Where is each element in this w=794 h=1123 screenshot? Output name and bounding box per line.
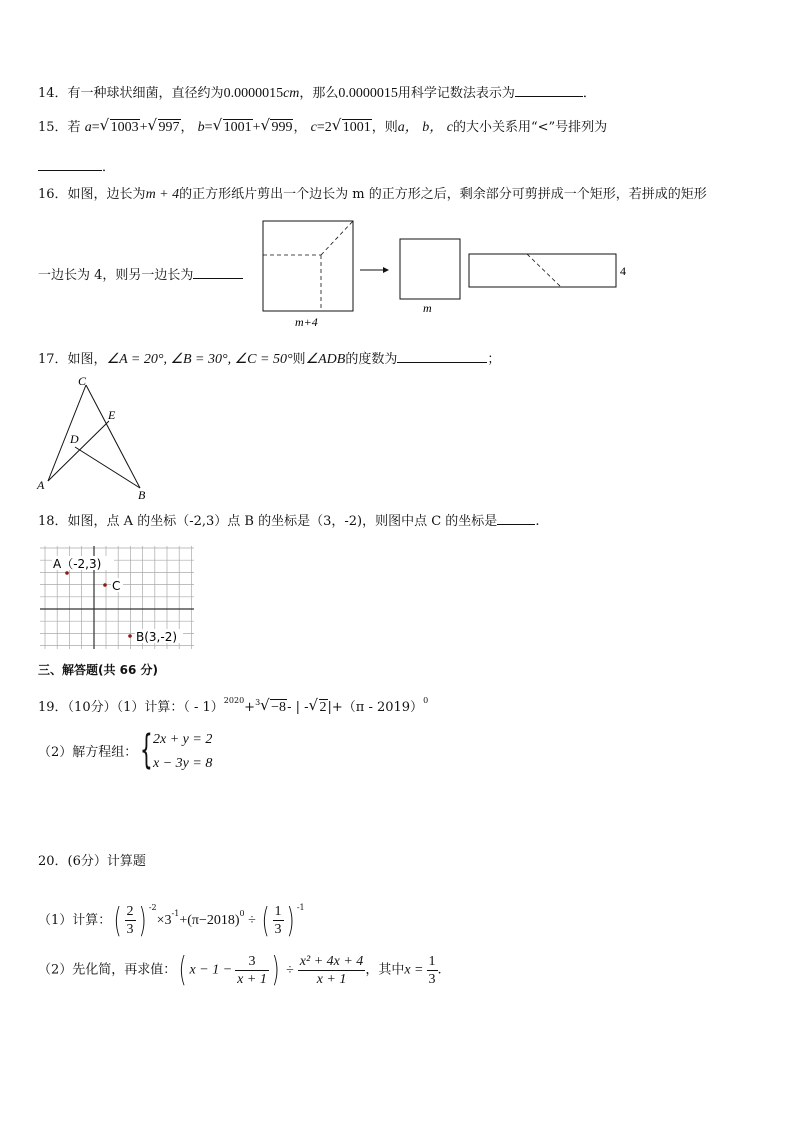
q20-p1-label: （1）计算： [38, 913, 112, 928]
q15-eq-3: = [316, 120, 325, 135]
q18-end: . [535, 514, 540, 529]
q19-p2-label: （2）解方程组： [38, 745, 138, 760]
q17-label-D: D [70, 432, 79, 446]
q16-number: 16． [38, 187, 68, 202]
question-20-title: 20．(6分）计算题 [38, 854, 146, 869]
q17-label-A: A [37, 478, 45, 492]
q20-lparen-2: ( [261, 900, 270, 941]
question-19-part-2 [38, 744, 137, 762]
q16-expr: m + 4 [145, 187, 180, 202]
q19-p1-prefix: 19．（10分）（1）计算：（ - 1） [38, 700, 224, 715]
q16-big-square [263, 221, 353, 311]
q15-var-b: b [197, 120, 205, 135]
q20-mid: +(π−2018) [179, 913, 240, 928]
q15-text-2: ，则 [371, 120, 398, 135]
q19-sqrt-2 [310, 699, 328, 717]
q16-cut-diagonal [321, 221, 353, 255]
question-14 [38, 82, 596, 103]
q14-value-2: 0.0000015 [338, 86, 398, 101]
q20-frac-2-3 [125, 903, 136, 938]
q15-rad-1001-c: 1001 [342, 120, 371, 135]
q16-figure [255, 215, 655, 330]
q19-system-brace: { [140, 727, 153, 773]
q17-segment-AE [48, 421, 109, 481]
q16-arrow-head [383, 267, 389, 273]
q17-label-C: C [78, 374, 87, 388]
q18-point-A [65, 571, 69, 575]
q15-rad-1003: 1003 [110, 120, 139, 135]
q18-number: 18． [38, 514, 68, 529]
q20-f2-den: 3 [274, 922, 282, 937]
q15-eq-2: = [204, 120, 213, 135]
question-15 [38, 119, 607, 137]
q14-text-1: 有一种球状细菌，直径约为 [67, 86, 224, 101]
q17-side-CB [86, 385, 140, 488]
q20-p2-where: ，其中 [365, 962, 405, 978]
question-20-part-1 [38, 888, 305, 941]
q15-text-1: 若 [67, 120, 81, 135]
q16-text-1: 如图，边长为 [67, 187, 146, 202]
q17-ask: ∠ADB [305, 352, 346, 367]
q20-p2-f-den: x + 1 [237, 971, 267, 987]
q17-triangle-figure [34, 373, 164, 503]
q19-sqrt-value: 2 [319, 700, 327, 715]
q18-answer-blank[interactable] [497, 510, 535, 525]
q15-rad-997: 997 [158, 120, 180, 135]
section-3-heading: 三、解答题(共 66 分) [38, 663, 159, 677]
q16-text-3: 一边长为 4，则另一边长为 [38, 268, 194, 283]
q17-text-2: 则 [292, 352, 306, 367]
q19-cbrt-index: 3 [255, 698, 261, 707]
q15-answer-blank[interactable] [38, 156, 102, 171]
q19-cbrt-value: −8 [271, 700, 287, 715]
q20-exp-3: 0 [239, 909, 245, 918]
q16-text-2: 的正方形纸片剪出一个边长为 m 的正方形之后，剩余部分可剪拼成一个矩形，若拼成的矩形 [179, 187, 707, 202]
q16-big-label: m+4 [295, 315, 318, 329]
q20-p2-f-num: 3 [235, 953, 269, 971]
question-17 [38, 348, 500, 369]
q14-text-2: ，那么 [299, 86, 339, 101]
q18-point-C [103, 583, 107, 587]
question-19-part-1 [38, 692, 428, 717]
q19-equation-1: 2x + y = 2 [153, 732, 213, 747]
q17-label-E: E [108, 408, 116, 422]
q20-lparen-1: ( [113, 900, 122, 941]
q16-answer-blank[interactable] [193, 264, 243, 279]
q20-f1-num: 2 [126, 904, 134, 919]
q18-label-C: C [112, 579, 121, 593]
q19-cube-root [261, 699, 287, 717]
q20-rparen-3: ) [271, 950, 280, 990]
q20-frac-1-3 [273, 903, 284, 938]
q15-var-list: a， b， c [397, 120, 453, 135]
q19-p1-exp0: 0 [423, 696, 429, 705]
q20-p2-h-den: 3 [428, 971, 436, 987]
q20-p2-end: . [437, 962, 442, 978]
q15-var-c: c [310, 120, 317, 135]
q14-value-1: 0.0000015 [223, 86, 284, 101]
q17-angles: ∠A = 20°, ∠B = 30°, ∠C = 50° [106, 352, 293, 367]
q17-number: 17． [38, 352, 68, 367]
q17-text-1: 如图， [67, 352, 107, 367]
q15-rad-1001: 1001 [223, 120, 252, 135]
q15-end: ． [102, 160, 116, 175]
q20-p2-g-num: x² + 4x + 4 [299, 953, 364, 969]
q15-coef: 2 [324, 120, 332, 135]
q20-frac-3-over [235, 953, 269, 988]
q19-p1-end: |+（π - 2019） [327, 700, 424, 715]
q20-lparen-3: ( [178, 950, 187, 990]
q18-label-A: A（-2,3) [53, 557, 102, 571]
q16-small-label: m [423, 301, 432, 315]
question-20-part-2 [38, 950, 442, 991]
q15-plus: + [139, 120, 148, 135]
q20-exp-4: -1 [296, 903, 305, 912]
q15-var-a: a [84, 120, 92, 135]
q20-rparen-2: ) [286, 900, 295, 941]
q19-p1-plus: + [244, 700, 256, 715]
q20-p2-a: x − 1 − [189, 962, 233, 978]
q20-p2-g-den: x + 1 [316, 971, 347, 987]
q19-p1-exponent: 2020 [223, 696, 245, 705]
q20-p2-h-num: 1 [428, 953, 436, 969]
sqrt-997 [149, 119, 181, 137]
q20-p2-div: ÷ [286, 962, 294, 978]
q16-small-square [400, 239, 460, 299]
q14-number: 14． [38, 86, 68, 101]
question-18 [38, 510, 539, 531]
q14-answer-blank[interactable] [515, 82, 583, 97]
q16-rectangle [469, 254, 616, 287]
q20-p2-label: （2）先化简，再求值： [38, 962, 177, 978]
q18-coordinate-grid [38, 544, 198, 652]
sqrt-1001-c [333, 119, 372, 137]
question-15-answer-line [38, 156, 115, 177]
q15-eq: = [91, 120, 100, 135]
q20-f2-num: 1 [274, 904, 282, 919]
sqrt-1001 [214, 119, 253, 137]
q20-exp-1: -2 [148, 903, 157, 912]
q14-unit: cm [283, 86, 300, 101]
q14-text-3: 用科学记数法表示为 [397, 86, 515, 101]
q14-end: ． [582, 86, 596, 101]
q19-equation-2: x − 3y = 8 [153, 756, 213, 771]
question-16 [38, 186, 707, 204]
q15-comma-2: ， [293, 120, 307, 135]
q15-comma-1: ， [180, 120, 194, 135]
q20-frac-quadratic [298, 953, 366, 988]
sqrt-999 [261, 119, 293, 137]
q19-p1-mid: - | - [287, 700, 309, 715]
q18-text: 如图，点 A 的坐标（-2,3）点 B 的坐标是（3，-2)，则图中点 C 的坐标是 [67, 514, 498, 529]
q20-f1-den: 3 [126, 922, 134, 937]
q20-exp-2: -1 [171, 909, 180, 918]
q20-rparen-1: ) [138, 900, 147, 941]
q15-plus-2: + [252, 120, 261, 135]
q16-rect-cut [527, 254, 561, 287]
q17-label-B: B [138, 488, 146, 502]
q17-segment-DB [75, 447, 140, 488]
q17-answer-blank[interactable] [397, 348, 487, 363]
q18-point-B [128, 634, 132, 638]
q18-label-B: B(3,-2) [136, 630, 178, 644]
q17-end: ； [487, 352, 501, 367]
question-16-line-2 [38, 264, 243, 285]
q20-div: ÷ [244, 913, 260, 928]
q15-number: 15． [38, 120, 68, 135]
q20-frac-x-value [427, 953, 438, 988]
q20-times: ×3 [156, 913, 172, 928]
sqrt-1003 [101, 119, 140, 137]
q15-text-3: 的大小关系用“<”号排列为 [453, 120, 608, 135]
q15-rad-999: 999 [271, 120, 293, 135]
q17-side-AC [48, 385, 86, 481]
q17-text-3: 的度数为 [345, 352, 398, 367]
q20-p2-x: x = [404, 962, 424, 978]
q16-rect-label: 4 [620, 264, 626, 278]
